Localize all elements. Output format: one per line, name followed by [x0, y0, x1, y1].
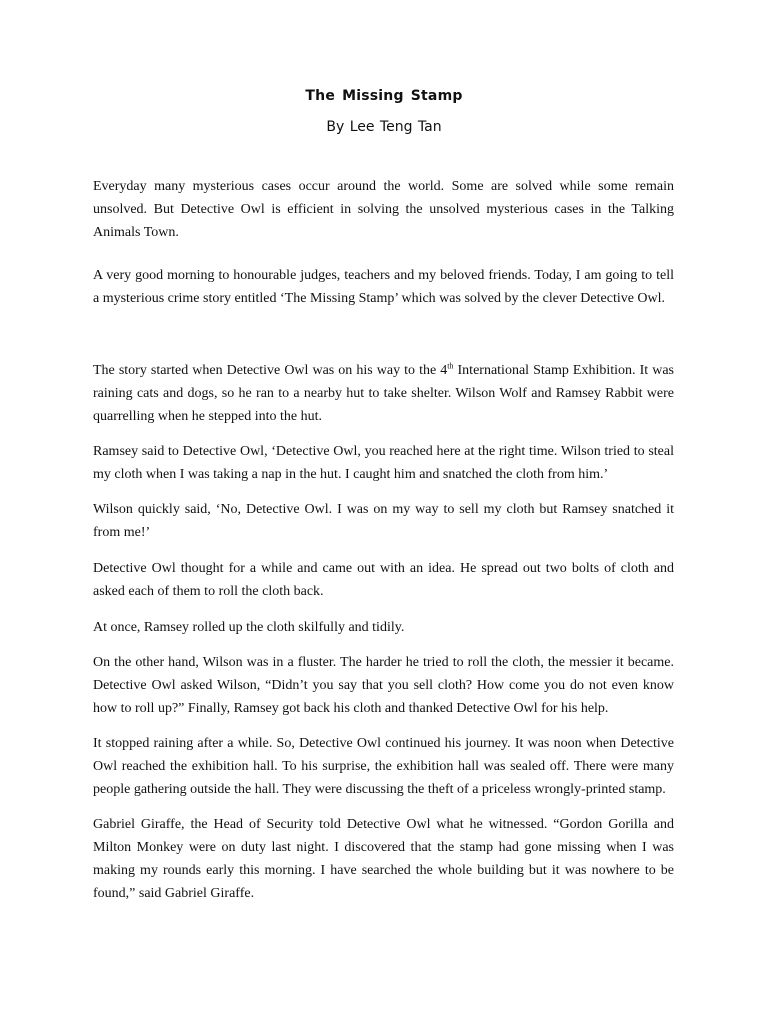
paragraph-3-text-a: The story started when Detective Owl was on his way to the 4 — [93, 363, 448, 378]
paragraph-3 — [93, 359, 674, 428]
paragraph-9: It stopped raining after a while. So, Detective Owl continued his journey. It was noon when Detective Owl reached the exhibition hall. To his surprise, the exhibition hall was sealed off. There were many people gathering outside the hall. They were discussing the theft of a priceless wrongly-printed stamp. — [93, 736, 674, 797]
ordinal-suffix: th — [447, 361, 454, 371]
paragraph-7: At once, Ramsey rolled up the cloth skilfully and tidily. — [93, 620, 405, 635]
paragraph-1: Everyday many mysterious cases occur around the world. Some are solved while some remain unsolved. But Detective Owl is efficient in solving the unsolved mysterious cases in the Talking Animals Town. — [93, 179, 674, 240]
paragraph-3-text-b: International Stamp Exhibition. It was raining cats and dogs, so he ran to a nearby hut to take shelter. Wilson Wolf and Ramsey Rabbit were quarrelling when he stepped into the hut. — [93, 363, 674, 424]
paragraph-8: On the other hand, Wilson was in a fluster. The harder he tried to roll the cloth, the messier it became. Detective Owl asked Wilson, “Didn’t you say that you sell cloth? How come you do not even know how to roll up?” Finally, Ramsey got back his cloth and thanked Detective Owl for his help. — [93, 655, 674, 716]
document-author: By Lee Teng Tan — [326, 119, 442, 135]
paragraph-6: Detective Owl thought for a while and came out with an idea. He spread out two bolts of cloth and asked each of them to roll the cloth back. — [93, 561, 674, 599]
document-title: The Missing Stamp — [305, 88, 463, 104]
paragraph-2: A very good morning to honourable judges, teachers and my beloved friends. Today, I am going to tell a mysterious crime story entitled ‘The Missing Stamp’ which was solved by the clever Detective Owl. — [93, 268, 674, 306]
paragraph-4: Ramsey said to Detective Owl, ‘Detective Owl, you reached here at the right time. Wilson tried to steal my cloth when I was taking a nap in the hut. I caught him and snatched the cloth from him.’ — [93, 444, 674, 482]
paragraph-10: Gabriel Giraffe, the Head of Security told Detective Owl what he witnessed. “Gordon Gorilla and Milton Monkey were on duty last night. I discovered that the stamp had gone missing when I was making my rounds early this morning. I have searched the whole building but it was nowhere to be found,” said Gabriel Giraffe. — [93, 817, 674, 901]
paragraph-5: Wilson quickly said, ‘No, Detective Owl. I was on my way to sell my cloth but Ramsey snatched it from me!’ — [93, 502, 674, 540]
